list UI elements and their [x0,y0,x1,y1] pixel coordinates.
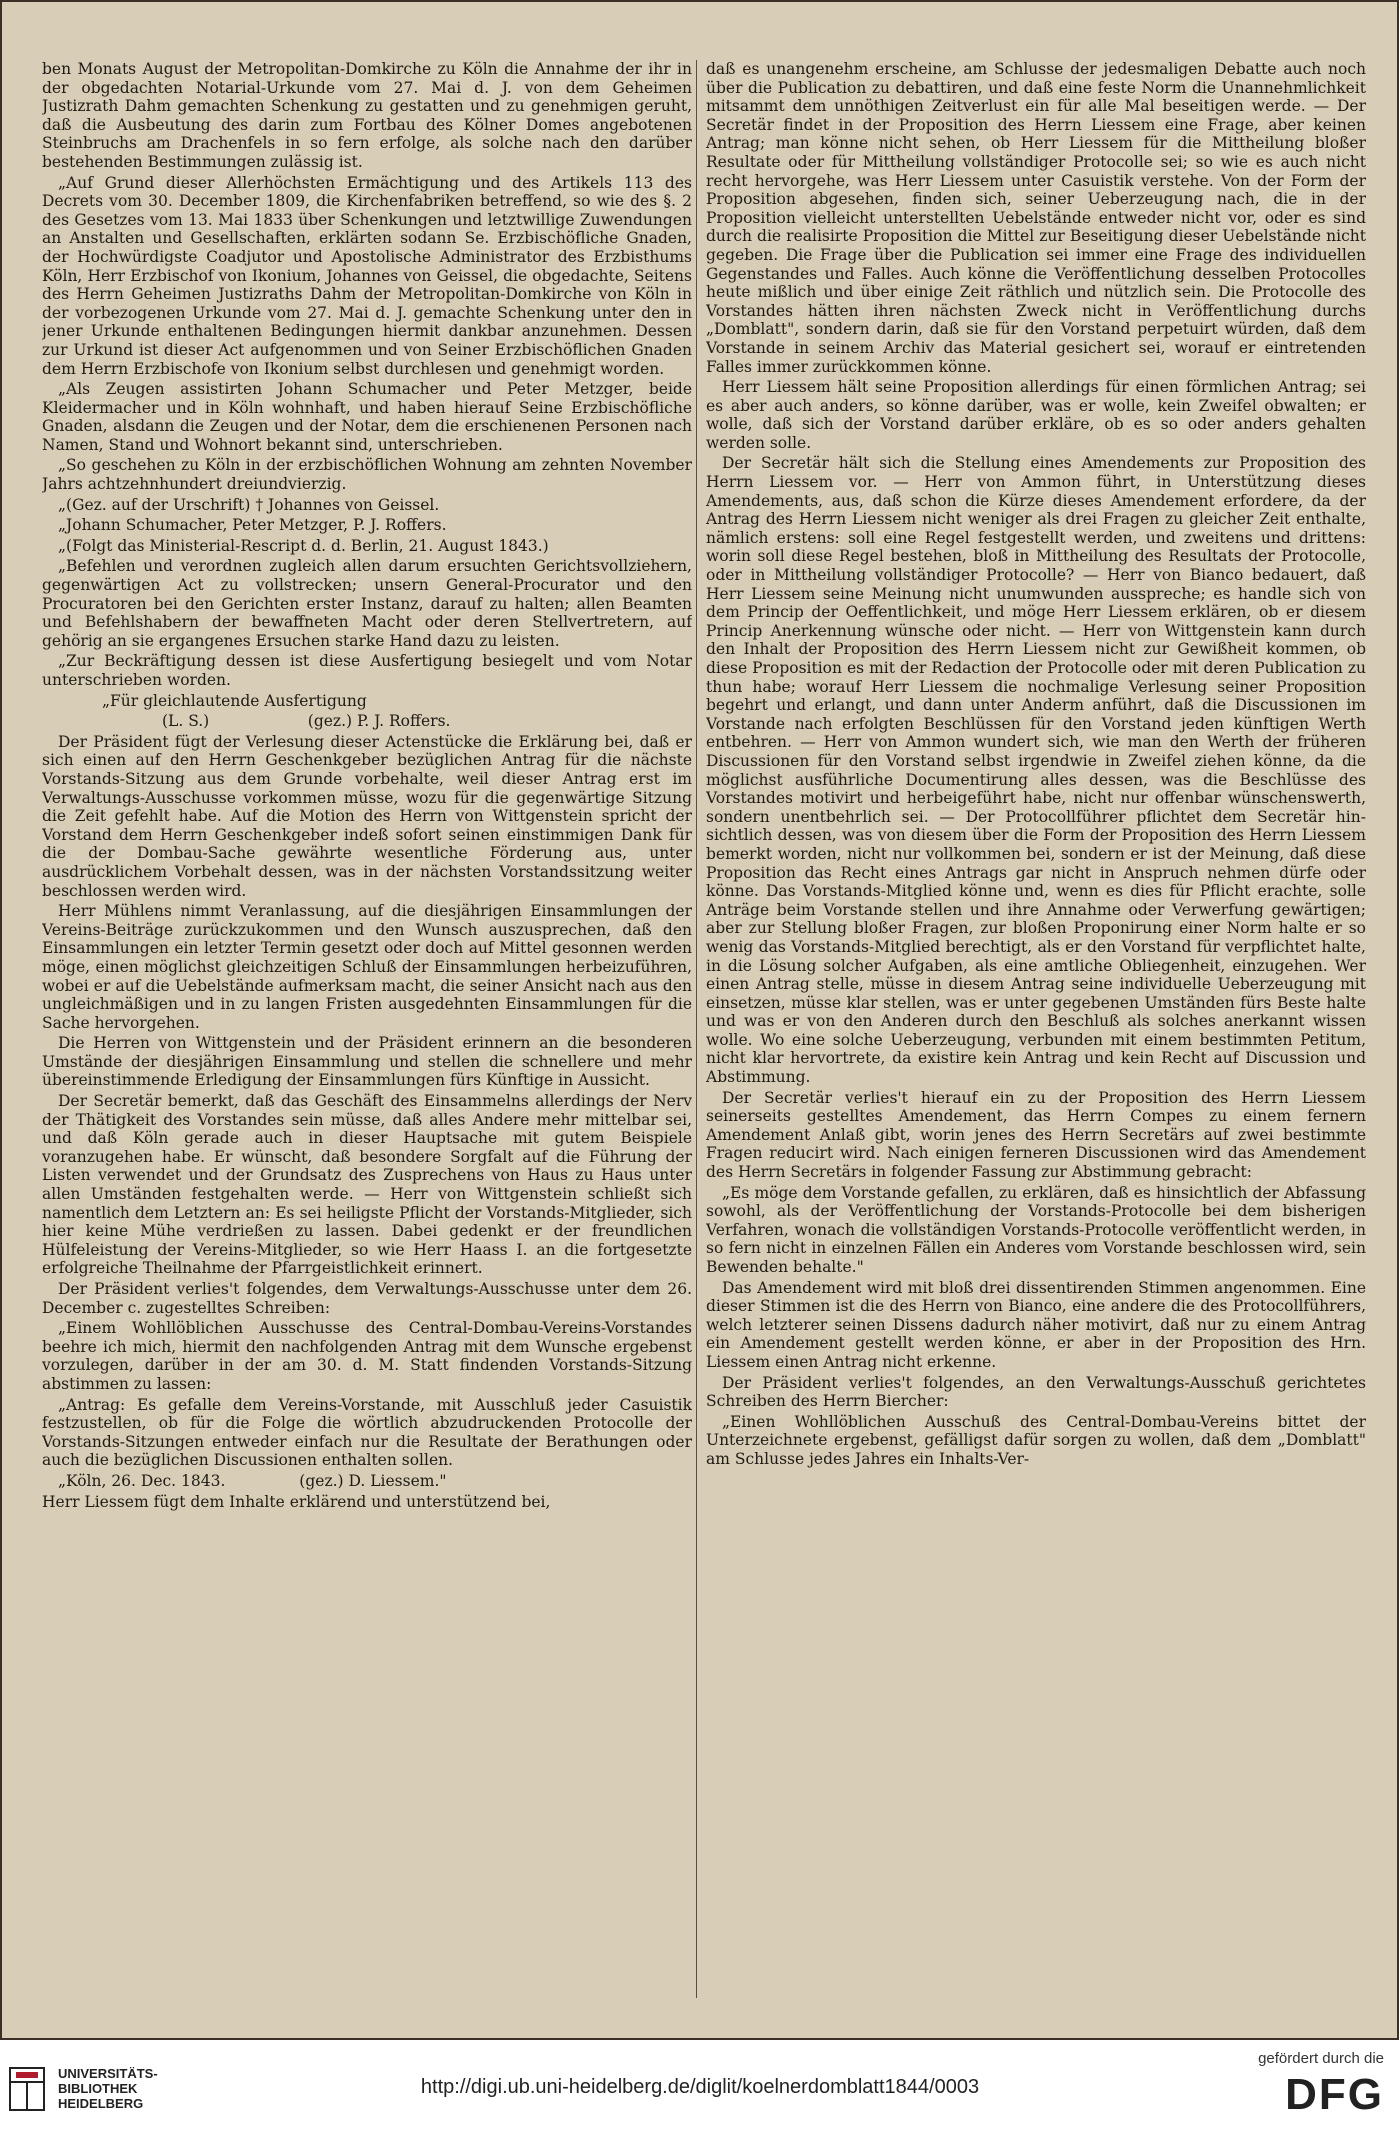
logo-text [58,2066,158,2111]
paragraph: „Für gleichlautende Ausfertigung [102,691,367,710]
paragraph: „Es möge dem Vorstande gefallen, zu erklären, daß es hinsichtlich der Abfassung sowohl, als der Veröffentlichung der Vorstands-Protocolle bei dem bisherigen Verfahren, wonach die vollständigen Vorstands-Protocolle veröffentlicht werden, in so fern nicht in einzelnen Fällen ein Anderes vom Vorstande beschlossen wird, sein Bewenden behalte." [706,1183,1366,1276]
paragraph: Herr Liessem hält seine Proposition allerdings für einen förmlichen Antrag; sei es aber auch anders, so könne darüber, was er wolle, kein Zweifel obwalten; er wolle, daß sich der Vorstand darüber erkläre, ob es so oder anders gehalten werden solle. [706,378,1366,452]
logo-line: BIBLIOTHEK [58,2081,138,2096]
paragraph: „(Folgt das Ministerial-Rescript d. d. Berlin, 21. August 1843.) [58,536,549,555]
paragraph: Der Präsident fügt der Verlesung dieser Actenstücke die Erklärung bei, daß er sich einen auf den Herrn Geschenkgeber bezüglichen Antrag für die nächste Vorstands-Sitzung aus dem Grunde vorbehalte, weil dieser Antrag erst im Verwaltungs-Ausschusse vorkommen müsse, wozu für die gegenwärtige Sitzung die Zeit gefehlt habe. Auf die Motion des Herrn von Wittgenstein spricht der Vorstand dem Herrn Geschenkgeber indeß sofort seinen einstimmigen Dank für die der Dombau-Sache gewährte wesentliche Förderung aus, unter ausdrücklichem Vorbehalt dessen, was in der nächsten Vorstandssitzung weiter beschlossen werden wird. [42,732,692,900]
paragraph: „Köln, 26. Dec. 1843. (gez.) D. Liessem." [58,1471,447,1490]
page-url[interactable]: http://digi.ub.uni-heidelberg.de/diglit/koelnerdomblatt1844/0003 [420,2076,980,2098]
paragraph: „Befehlen und verordnen zugleich allen darum ersuchten Gerichtsvollziehern, gegenwärtigen Act zu vollstrecken; unsern General-Procurator und den Procuratoren bei den Gerichten erster Instanz, darauf zu halten; allen Beamten und Befehlshabern der bewaffneten Macht oder deren Stellvertretern, auf gehörig an sie ergangenes Ersuchen starke Hand dazu zu leisten. [42,557,692,650]
logo-line: HEIDELBERG [58,2096,144,2111]
logo-line: UNIVERSITÄTS- [58,2066,158,2081]
university-library-logo[interactable] [8,2060,228,2120]
paragraph: „Johann Schumacher, Peter Metzger, P. J. Roffers. [58,516,447,535]
paragraph: „Einen Wohllöblichen Ausschuß des Central-Dombau-Vereins bittet der Unterzeichnete ergebenst, gefälligst dafür sorgen zu wollen, daß dem „Domblatt" am Schlusse jedes Jahres ein Inhalts-Ver- [706,1412,1366,1468]
paragraph: Der Secretär hält sich die Stellung eines Amendements zur Proposition des Herrn Liessem vor. — Herr von Ammon führt, in Unterstützung dieses Amendements, aus, daß schon die Kürze dieses Amendement erfordere, da der Antrag des Herrn Liessem nicht weniger als drei Fragen zu gleicher Zeit enthalte, nämlich erstens: soll eine Regel festgestellt werden, und zweitens und drittens: worin soll diese Regel bestehen, bloß in Mittheilung des Resultats der Protocolle, oder in Mittheilung vollständiger Protocolle? — Herr von Bianco bedauert, daß Herr Liessem seine Meinung nicht unumwunden ausspreche; es handle sich von dem Princip der Oeffentlichkeit, und möge Herr Liessem erklären, ob er diesem Princip Anerkennung wünsche oder nicht. — Herr von Wittgenstein kann durch den Inhalt der Proposition des Herrn Liessem nicht zur Gewißheit kommen, ob diese Proposition es mit der Redaction der Protocolle oder mit deren Publication zu thun habe; worauf Herr Liessem die nochmalige Verlesung seiner Proposition begehrt und erlangt, und dann unter Anderm anführt, daß die Discussionen im Vorstande nach erfolgten Beschlüssen für den Vorstand jeden künftigen Werth entbehren. — Herr von Ammon wundert sich, wie man den Werth der früheren Discussionen für den Vorstand selbst irgendwie in Zweifel ziehen könne, da die möglichst ausführliche Documentirung alles dessen, was die Beschlüsse des Vorstandes motivirt und herbeigeführt habe, nicht nur offenbar wünschenswerth, sondern unentbehrlich sei. — Der Protocollführer pflichtet dem Secretär hinsichtlich dessen, was von diesem über die Form der Proposition des Herrn Liessem bemerkt worden, nicht nur vollkommen bei, sondern er ist der Meinung, daß diese Proposition das Recht eines Antrags gar nicht in Anspruch nehmen dürfe oder könne. Das Vorstands-Mitglied könne und, wenn es dies für Pflicht erachte, solle Anträge beim Vorstande stellen und ihre Annahme oder Verwerfung gewärtigen; aber zur Stellung bloßer Fragen, zur bloßen Proponirung einer Norm halte er so wenig das Vorstands-Mitglied berechtigt, als er den Vorstand für verpflichtet halte, in die Lösung solcher Aufgaben, als eine amtliche Obliegenheit, einzugehen. Wer einen Antrag stelle, müsse in diesem Antrag seine individuelle Ueberzeugung mit einsetzen, müsse klar stellen, was er unter gegebenen Umständen fürs Beste halte und was er von den Anderen durch den Beschluß als solches anerkannt wissen wolle. Wo eine solche Ueberzeugung, verbunden mit einem bestimmten Petitum, nicht klar hervortrete, da existire kein Antrag und kein Recht auf Discussion und Abstimmung. [706,454,1366,1087]
paragraph: „Zur Beckräftigung dessen ist diese Ausfertigung besiegelt und vom Notar unterschrieben worden. [42,652,692,689]
sponsor-label: gefördert durch die [1258,2050,1384,2067]
right-column [706,60,1366,2018]
paragraph: „Einem Wohllöblichen Ausschusse des Central-Dombau-Vereins-Vorstandes beehre ich mich, hiermit den nachfolgenden Antrag mit dem Wunsche ergebenst vorzulegen, darüber in der am 30. d. M. Statt findenden Vorstands-Sitzung abstimmen zu lassen: [42,1319,692,1393]
paragraph: Der Präsident verlies't folgendes, an den Verwaltungs-Ausschuß gerichtetes Schreiben des Herrn Biercher: [706,1373,1366,1411]
paragraph: „Antrag: Es gefalle dem Vereins-Vorstande, mit Ausschluß jeder Casuistik festzustellen, ob für die Folge die wörtlich abzudruckenden Protocolle der Vorstands-Sitzungen entweder einfach nur die Resultate der Berathungen oder auch die bezüglichen Discussionen enthalten sollen. [42,1395,692,1470]
dfg-logo[interactable] [1190,2048,1390,2128]
sponsor-mark: DFG [1285,2070,1384,2119]
paragraph: daß es unangenehm erscheine, am Schlusse der jedesmaligen Debatte auch noch über die Publication zu debattiren, und daß eine feste Norm die Unannehmlichkeit mitsammt dem unnöthigen Zeitverlust ein für alle Mal beseitigen werde. — Der Secretär findet in der Proposition des Herrn Liessem eine Frage, aber keinen Antrag; man könne nicht sehen, ob Herr Liessem für die Mittheilung bloßer Resultate oder für Mittheilung vollständiger Protocolle sei; so wie es auch nicht recht hervorgehe, was Herr Liessem unter Casuistik verstehe. Von der Form der Proposition abgesehen, finden sich, seiner Ueberzeugung nach, die in der Proposition vielleicht unterstellten Uebelstände entweder nicht vor, oder es sind durch die realisirte Proposition die Mittel zur Beseitigung dieser Uebelstände nicht gegeben. Die Frage über die Publication sei immer eine Frage des individuellen Gegenstandes und Falles. Auch könne die Veröffentlichung desselben Protocolles heute mißlich und über einige Zeit räthlich und nützlich sein. Die Protocolle des Vorstandes hätten ihren nächsten Zweck nicht in Veröffentlichung durchs „Domblatt", sondern darin, daß sie für den Vorstand perpetuirt würden, daß dem Vorstande in seinem Archiv das Material gesichert sei, worauf er eintretenden Falles immer zurückkommen könne. [706,60,1366,376]
paragraph: Der Präsident verlies't folgendes, dem Verwaltungs-Ausschusse unter dem 26. December c. zugestelltes Schreiben: [42,1280,692,1317]
paragraph: Die Herren von Wittgenstein und der Präsident erinnern an die besonderen Umstände der diesjährigen Einsammlung und stellen die schnellere und mehr übereinstimmende Erledigung der Einsammlungen fürs Künftige in Aussicht. [42,1034,692,1090]
paragraph: (L. S.) (gez.) P. J. Roffers. [162,712,451,731]
paragraph: Herr Mühlens nimmt Veranlassung, auf die diesjährigen Einsammlungen der Vereins-Beiträge zurückzukommen und den Wunsch auszusprechen, daß den Einsammlungen ein letzter Termin gesetzt oder doch auf Mittel gesonnen werden möge, einen möglichst gleichzeitigen Schluß der Einsammlungen herbeizuführen, wobei er auf die Uebelstände aufmerksam macht, die seiner Ansicht nach aus den ungleichmäßigen und in zu langen Fristen ausgedehnten Einsammlungen für die Sache hervorgehen. [42,902,692,1032]
paragraph: „Als Zeugen assistirten Johann Schumacher und Peter Metzger, beide Kleidermacher und in Köln wohnhaft, und haben hierauf Seine Erzbischöfliche Gnaden, alsdann die Zeugen und der Notar, dem die erschienenen Personen nach Namen, Stand und Wohnort bekannt sind, unterschrieben. [42,380,692,454]
paragraph: ben Monats August der Metropolitan-Domkirche zu Köln die Annahme der ihr in der obgedachten Notarial-Urkunde vom 27. Mai d. J. von dem Geheimen Justizrath Dahm gemachten Schenkung zu gestatten und zu genehmigen geruht, daß die Ausbeutung des darin zum Fortbau des Kölner Domes angebotenen Steinbruchs am Drachenfels in so fern erfolge, als solche nach den darüber bestehenden Bestimmungen zulässig ist. [42,60,692,171]
viewer-footer [0,2040,1399,2131]
paragraph: Das Amendement wird mit bloß drei dissentirenden Stimmen angenommen. Eine dieser Stimmen ist die des Herrn von Bianco, eine andere die des Protocollführers, welch letzterer seinen Dissens dadurch näher motivirt, daß nur zu einem Antrag ein Amendement gestellt werden könne, er aber in der Proposition des Hrn. Liessem einen Antrag nicht erkenne. [706,1278,1366,1371]
paragraph: „Auf Grund dieser Allerhöchsten Ermächtigung und des Artikels 113 des Decrets vom 30. December 1809, die Kirchenfabriken betreffend, so wie des §. 2 des Gesetzes vom 13. Mai 1833 über Schenkungen und letztwillige Zuwendungen an Anstalten und Gesellschaften, erklärten sodann Se. Erzbischöfliche Gnaden, der Hochwürdigste Coadjutor und Apostolische Administrator des Erzbisthums Köln, Herr Erzbischof von Ikonium, Johannes von Geissel, die obgedachte, Seitens des Herrn Geheimen Justizraths Dahm der Metropolitan-Domkirche von Köln in der vorbezogenen Urkunde vom 27. Mai d. J. gemachte Schenkung unter den in jener Urkunde enthaltenen Bedingungen hiermit dankbar anzunehmen. Dessen zur Urkund ist dieser Act aufgenommen und von Seiner Erzbischöflichen Gnaden dem Herrn Erzbischofe von Ikonium selbst durchlesen und genehmigt worden. [42,173,692,378]
paragraph: Herr Liessem fügt dem Inhalte erklärend und unterstützend bei, [42,1492,551,1511]
left-column [42,60,692,2018]
library-emblem-icon [8,2066,46,2112]
column-divider [696,60,697,1998]
paragraph: Der Secretär bemerkt, daß das Geschäft des Einsammelns allerdings der Nerv der Thätigkeit des Vorstandes sein müsse, daß alles Andere mehr mittelbar sei, und daß Köln gerade auch in dieser Hauptsache mit gutem Beispiele voranzugehen habe. Er wünscht, daß besondere Sorgfalt auf die Führung der Listen verwendet und der Grundsatz des Zusprechens von Haus zu Haus unter allen Umständen festgehalten werde. — Herr von Wittgenstein schließt sich namentlich dem Letztern an: Es sei heiligste Pflicht der Vorstands-Mitglieder, sich hier keine Mühe verdrießen zu lassen. Dabei gedenkt er der freundlichen Hülfeleistung der Vereins-Mitglieder, so wie Herr Haass I. an die fortgesetzte erfolgreiche Theilnahme der Pfarrgeistlichkeit erinnert. [42,1092,692,1278]
paragraph: Der Secretär verlies't hierauf ein zu der Proposition des Herrn Liessem seinerseits gestelltes Amendement, das Herrn Compes zu einem fernern Amendement Anlaß gibt, worin jenes des Herrn Secretärs auf zwei bestimmte Fragen reducirt wird. Nach einigen ferneren Discussionen wird das Amendement des Herrn Secretärs in folgender Fassung zur Abstimmung gebracht: [706,1088,1366,1182]
paragraph: „(Gez. auf der Urschrift) † Johannes von Geissel. [58,495,440,514]
paragraph: „So geschehen zu Köln in der erzbischöflichen Wohnung am zehnten November Jahrs achtzehnhundert dreiundvierzig. [42,456,692,494]
